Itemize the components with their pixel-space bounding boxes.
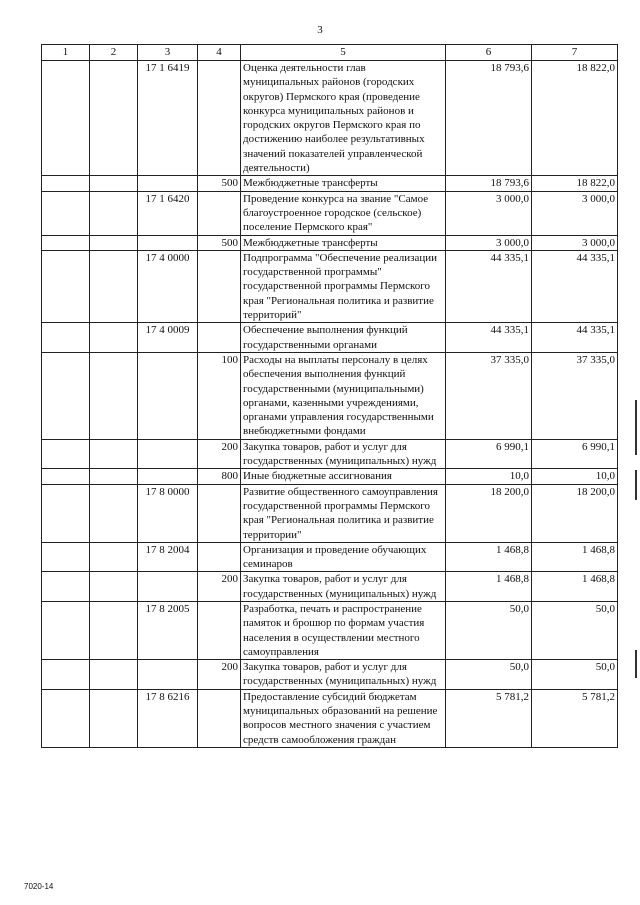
table-row bbox=[42, 542, 618, 572]
target-article-code: 17 1 6420 bbox=[138, 191, 198, 235]
column-2-cell bbox=[90, 469, 138, 484]
scan-edge-mark bbox=[635, 470, 637, 500]
item-name: Разработка, печать и распространение памяток и брошюр по формам участия населения в осуществлении местного самоуправления bbox=[241, 601, 446, 659]
target-article-code: 17 8 0000 bbox=[138, 484, 198, 542]
amount-column-7: 18 822,0 bbox=[532, 61, 618, 176]
amount-column-7: 1 468,8 bbox=[532, 542, 618, 572]
expense-type-code: 500 bbox=[198, 235, 241, 250]
target-article-code: 17 8 2004 bbox=[138, 542, 198, 572]
amount-column-7: 5 781,2 bbox=[532, 689, 618, 747]
column-2-cell bbox=[90, 439, 138, 469]
table-row bbox=[42, 469, 618, 484]
column-2-cell bbox=[90, 542, 138, 572]
expense-type-code: 200 bbox=[198, 439, 241, 469]
column-2-cell bbox=[90, 601, 138, 659]
column-1-cell bbox=[42, 542, 90, 572]
expense-type-code: 200 bbox=[198, 572, 241, 602]
expense-type-code bbox=[198, 191, 241, 235]
column-2-cell bbox=[90, 191, 138, 235]
amount-column-6: 50,0 bbox=[446, 601, 532, 659]
budget-table bbox=[41, 44, 618, 748]
column-2-cell bbox=[90, 235, 138, 250]
amount-column-7: 3 000,0 bbox=[532, 235, 618, 250]
amount-column-6: 44 335,1 bbox=[446, 250, 532, 322]
item-name: Подпрограмма "Обеспечение реализации государственной программы" государственной программы Пермского края "Региональная политика и развитие территорий" bbox=[241, 250, 446, 322]
column-2-cell bbox=[90, 176, 138, 191]
column-2-cell bbox=[90, 250, 138, 322]
column-2-cell bbox=[90, 484, 138, 542]
amount-column-7: 18 200,0 bbox=[532, 484, 618, 542]
item-name: Проведение конкурса на звание "Самое благоустроенное городское (сельское) поселение Пермского края" bbox=[241, 191, 446, 235]
target-article-code bbox=[138, 235, 198, 250]
target-article-code bbox=[138, 176, 198, 191]
amount-column-6: 1 468,8 bbox=[446, 542, 532, 572]
table-row bbox=[42, 235, 618, 250]
item-name: Закупка товаров, работ и услуг для государственных (муниципальных) нужд bbox=[241, 439, 446, 469]
amount-column-6: 50,0 bbox=[446, 660, 532, 690]
item-name: Предоставление субсидий бюджетам муниципальных образований на решение вопросов местного значения с участием средств самообложения граждан bbox=[241, 689, 446, 747]
page-number: 3 bbox=[317, 24, 323, 36]
column-1-cell bbox=[42, 176, 90, 191]
table-row bbox=[42, 484, 618, 542]
column-1-cell bbox=[42, 235, 90, 250]
target-article-code: 17 4 0009 bbox=[138, 323, 198, 353]
column-header-1: 1 bbox=[42, 45, 90, 61]
target-article-code bbox=[138, 660, 198, 690]
table-row bbox=[42, 176, 618, 191]
item-name: Оценка деятельности глав муниципальных районов (городских округов) Пермского края (проведение конкурса муниципальных районов и городских округов Пермского края по достижению наиболее результативных значений показателей управленческой деятельности) bbox=[241, 61, 446, 176]
column-header-3: 3 bbox=[138, 45, 198, 61]
column-header-2: 2 bbox=[90, 45, 138, 61]
column-header-7: 7 bbox=[532, 45, 618, 61]
column-2-cell bbox=[90, 61, 138, 176]
table-row bbox=[42, 61, 618, 176]
amount-column-6: 5 781,2 bbox=[446, 689, 532, 747]
expense-type-code bbox=[198, 61, 241, 176]
table-body bbox=[42, 61, 618, 748]
column-header-4: 4 bbox=[198, 45, 241, 61]
column-2-cell bbox=[90, 572, 138, 602]
expense-type-code: 100 bbox=[198, 352, 241, 439]
column-1-cell bbox=[42, 439, 90, 469]
item-name: Организация и проведение обучающих семинаров bbox=[241, 542, 446, 572]
amount-column-6: 1 468,8 bbox=[446, 572, 532, 602]
expense-type-code bbox=[198, 601, 241, 659]
expense-type-code: 500 bbox=[198, 176, 241, 191]
amount-column-6: 6 990,1 bbox=[446, 439, 532, 469]
amount-column-7: 18 822,0 bbox=[532, 176, 618, 191]
item-name: Закупка товаров, работ и услуг для государственных (муниципальных) нужд bbox=[241, 572, 446, 602]
column-header-5: 5 bbox=[241, 45, 446, 61]
amount-column-6: 18 200,0 bbox=[446, 484, 532, 542]
column-2-cell bbox=[90, 689, 138, 747]
expense-type-code bbox=[198, 484, 241, 542]
expense-type-code: 200 bbox=[198, 660, 241, 690]
column-1-cell bbox=[42, 572, 90, 602]
target-article-code bbox=[138, 352, 198, 439]
table-row bbox=[42, 660, 618, 690]
column-1-cell bbox=[42, 61, 90, 176]
column-1-cell bbox=[42, 323, 90, 353]
column-2-cell bbox=[90, 352, 138, 439]
table-row bbox=[42, 352, 618, 439]
amount-column-7: 50,0 bbox=[532, 601, 618, 659]
amount-column-6: 44 335,1 bbox=[446, 323, 532, 353]
amount-column-7: 44 335,1 bbox=[532, 250, 618, 322]
target-article-code bbox=[138, 439, 198, 469]
amount-column-7: 3 000,0 bbox=[532, 191, 618, 235]
table-row bbox=[42, 689, 618, 747]
table-row bbox=[42, 572, 618, 602]
item-name: Закупка товаров, работ и услуг для государственных (муниципальных) нужд bbox=[241, 660, 446, 690]
column-1-cell bbox=[42, 601, 90, 659]
amount-column-7: 10,0 bbox=[532, 469, 618, 484]
amount-column-6: 18 793,6 bbox=[446, 61, 532, 176]
scan-edge-mark bbox=[635, 650, 637, 678]
column-header-6: 6 bbox=[446, 45, 532, 61]
amount-column-6: 18 793,6 bbox=[446, 176, 532, 191]
column-number-row bbox=[42, 45, 618, 61]
expense-type-code bbox=[198, 542, 241, 572]
table-row bbox=[42, 250, 618, 322]
target-article-code: 17 1 6419 bbox=[138, 61, 198, 176]
amount-column-7: 50,0 bbox=[532, 660, 618, 690]
target-article-code: 17 8 6216 bbox=[138, 689, 198, 747]
table-row bbox=[42, 191, 618, 235]
table-row bbox=[42, 439, 618, 469]
item-name: Иные бюджетные ассигнования bbox=[241, 469, 446, 484]
amount-column-6: 10,0 bbox=[446, 469, 532, 484]
expense-type-code bbox=[198, 689, 241, 747]
target-article-code: 17 8 2005 bbox=[138, 601, 198, 659]
expense-type-code bbox=[198, 250, 241, 322]
amount-column-6: 3 000,0 bbox=[446, 191, 532, 235]
amount-column-7: 1 468,8 bbox=[532, 572, 618, 602]
target-article-code: 17 4 0000 bbox=[138, 250, 198, 322]
item-name: Обеспечение выполнения функций государственными органами bbox=[241, 323, 446, 353]
item-name: Межбюджетные трансферты bbox=[241, 235, 446, 250]
item-name: Развитие общественного самоуправления государственной программы Пермского края "Региональная политика и развитие территории" bbox=[241, 484, 446, 542]
amount-column-7: 37 335,0 bbox=[532, 352, 618, 439]
column-1-cell bbox=[42, 484, 90, 542]
expense-type-code: 800 bbox=[198, 469, 241, 484]
target-article-code bbox=[138, 572, 198, 602]
item-name: Межбюджетные трансферты bbox=[241, 176, 446, 191]
footer-code: 7020-14 bbox=[24, 882, 54, 891]
amount-column-6: 3 000,0 bbox=[446, 235, 532, 250]
column-1-cell bbox=[42, 191, 90, 235]
table-row bbox=[42, 323, 618, 353]
column-1-cell bbox=[42, 250, 90, 322]
expense-type-code bbox=[198, 323, 241, 353]
amount-column-7: 44 335,1 bbox=[532, 323, 618, 353]
column-1-cell bbox=[42, 689, 90, 747]
scan-edge-mark bbox=[635, 400, 637, 455]
table-row bbox=[42, 601, 618, 659]
target-article-code bbox=[138, 469, 198, 484]
amount-column-7: 6 990,1 bbox=[532, 439, 618, 469]
column-2-cell bbox=[90, 323, 138, 353]
item-name: Расходы на выплаты персоналу в целях обеспечения выполнения функций государственными (муниципальными) органами, казенными учреждениями, органами управления государственными внебюджетными фондами bbox=[241, 352, 446, 439]
column-1-cell bbox=[42, 660, 90, 690]
column-1-cell bbox=[42, 469, 90, 484]
column-1-cell bbox=[42, 352, 90, 439]
amount-column-6: 37 335,0 bbox=[446, 352, 532, 439]
column-2-cell bbox=[90, 660, 138, 690]
